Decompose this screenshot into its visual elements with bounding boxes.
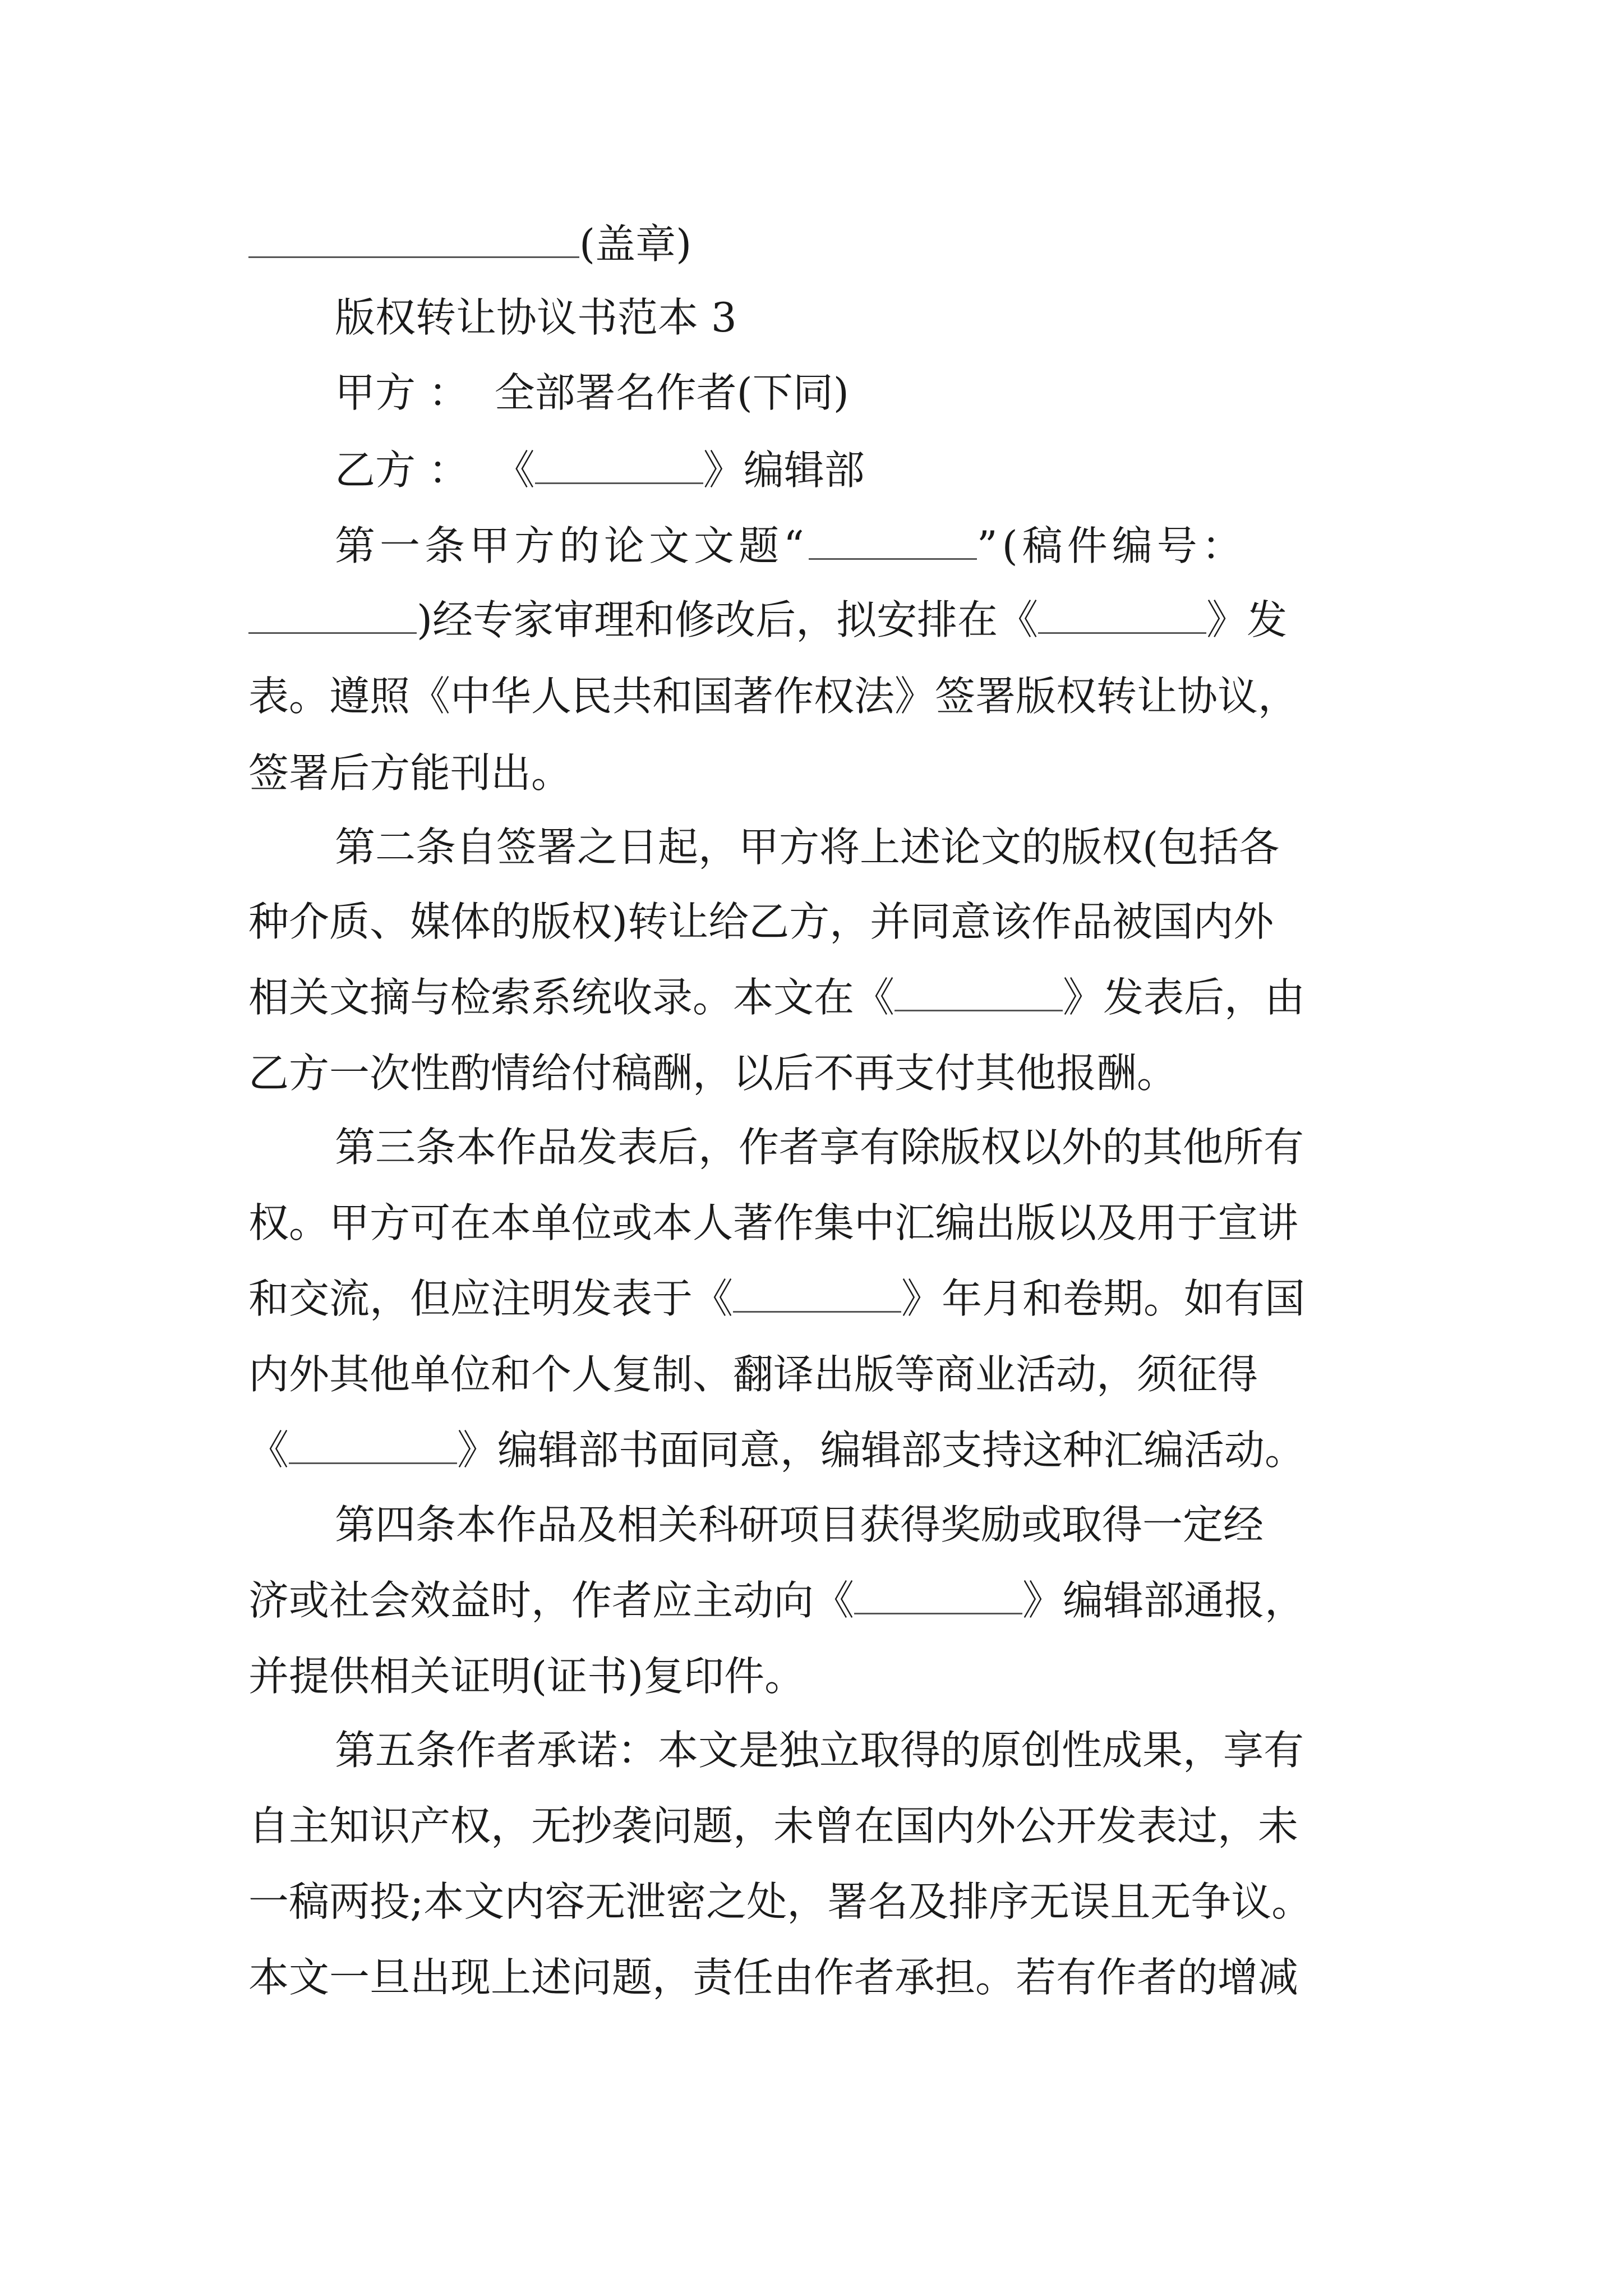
- signature-blank: [248, 220, 579, 258]
- journal-name-blank: [535, 446, 703, 484]
- journal-blank: [733, 1274, 901, 1313]
- text-seg: 第一条甲方的论文文题“: [335, 522, 809, 569]
- journal-blank: [895, 973, 1063, 1011]
- article-1-line-4: 签署后方能刊出。: [248, 749, 572, 797]
- article-3-line-1: 第三条本作品发表后，作者享有除版权以外的其他所有: [335, 1124, 1304, 1171]
- party-b-bracket-open: 《: [494, 447, 535, 494]
- article-4-line-2: [248, 1573, 1305, 1627]
- article-1-line-2: [248, 593, 1287, 647]
- text-seg: 济或社会效益时，作者应主动向《: [248, 1577, 855, 1624]
- article-3-line-3: [248, 1272, 1305, 1326]
- article-5-line-4: 本文一旦出现上述问题，责任由作者承担。若有作者的增减: [248, 1954, 1299, 2001]
- article-5-line-1: 第五条作者承诺：本文是独立取得的原创性成果，享有: [335, 1727, 1304, 1774]
- article-1-line-1: [335, 519, 1247, 573]
- document-title: 版权转让协议书范本 3: [335, 294, 737, 341]
- party-a-label: 甲方 ：: [335, 369, 469, 416]
- seal-label: (盖章): [579, 220, 692, 268]
- article-1-line-3: 表。遵照《中华人民共和国著作权法》签署版权转让协议，: [248, 673, 1299, 720]
- paper-title-blank: [809, 522, 977, 560]
- article-5-line-2: 自主知识产权，无抄袭问题，未曾在国内外公开发表过，未: [248, 1802, 1299, 1849]
- article-3-line-4: 内外其他单位和个人复制、翻译出版等商业活动，须征得: [248, 1351, 1258, 1398]
- text-seg: 和交流，但应注明发表于《: [248, 1275, 734, 1322]
- party-b-line: [335, 443, 865, 497]
- text-seg: 》发表后，由: [1063, 974, 1306, 1021]
- article-2-line-2: 种介质、媒体的版权)转让给乙方，并同意该作品被国内外: [248, 898, 1274, 945]
- text-seg: ”(稿件编号：: [976, 522, 1247, 569]
- article-4-line-1: 第四条本作品及相关科研项目获得奖励或取得一定经: [335, 1501, 1264, 1548]
- article-3-line-5: [248, 1423, 1305, 1477]
- article-2-line-4: 乙方一次性酌情给付稿酬，以后不再支付其他报酬。: [248, 1050, 1178, 1097]
- text-seg: 《: [248, 1427, 289, 1474]
- article-5-line-3: 一稿两投;本文内容无泄密之处，署名及排序无误且无争议。: [248, 1878, 1312, 1925]
- article-2-line-1: 第二条自签署之日起，甲方将上述论文的版权(包括各: [335, 823, 1280, 871]
- text-seg: 》编辑部书面同意，编辑部支持这种汇编活动。: [457, 1427, 1306, 1474]
- journal-blank: [1038, 596, 1206, 634]
- party-a-line: [335, 366, 849, 420]
- party-b-suffix: 》编辑部: [703, 447, 865, 494]
- seal-line: [248, 217, 691, 271]
- journal-blank: [289, 1426, 457, 1464]
- article-3-line-2: 权。甲方可在本单位或本人著作集中汇编出版以及用于宣讲: [248, 1199, 1299, 1246]
- party-a-value: 全部署名作者(下同): [494, 369, 849, 416]
- article-4-line-3: 并提供相关证明(证书)复印件。: [248, 1653, 805, 1700]
- text-seg: 相关文摘与检索系统收录。本文在《: [248, 974, 895, 1021]
- text-seg: 》发: [1206, 596, 1288, 643]
- journal-blank: [854, 1576, 1022, 1614]
- text-seg: 》年月和卷期。如有国: [901, 1275, 1306, 1322]
- manuscript-number-blank: [248, 596, 417, 634]
- party-b-label: 乙方 ：: [335, 447, 469, 494]
- text-seg: 》编辑部通报，: [1022, 1577, 1306, 1624]
- text-seg: )经专家审理和修改后，拟安排在《: [417, 596, 1039, 643]
- article-2-line-3: [248, 970, 1305, 1024]
